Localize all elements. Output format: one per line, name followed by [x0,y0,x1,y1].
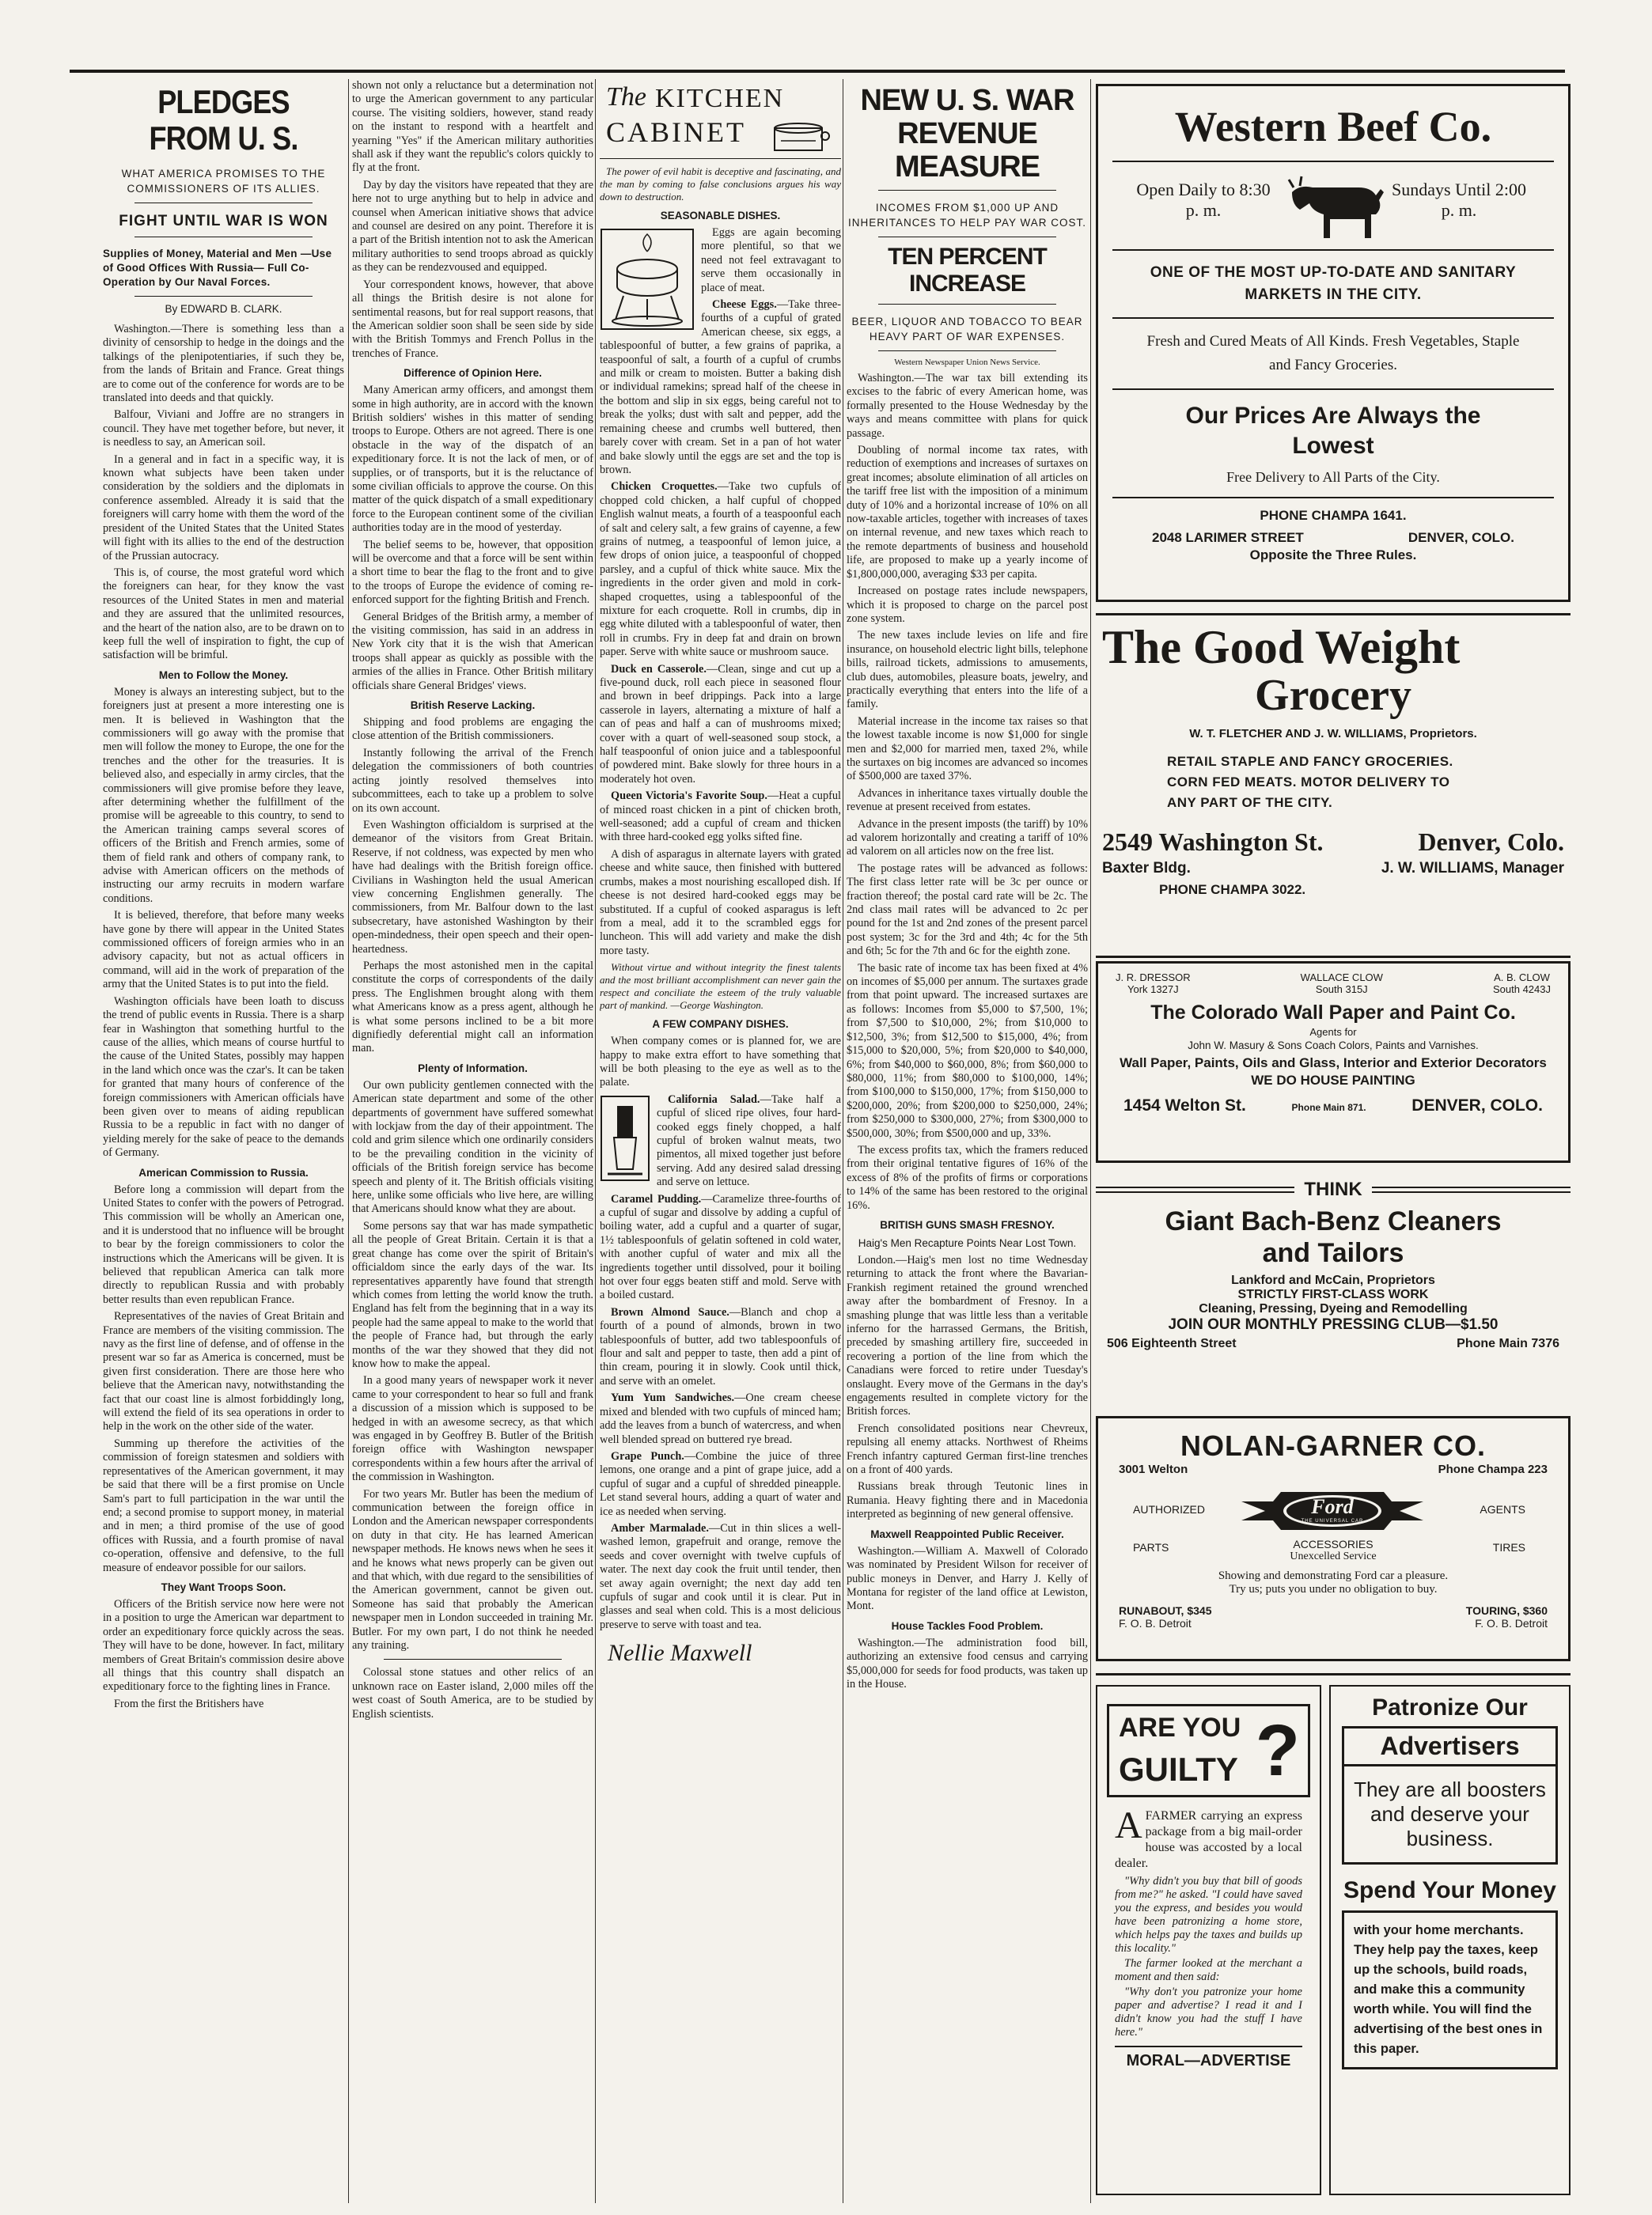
paragraph: Before long a commission will depart from the United States to confer with the powers of Petrograd. This commission will be wholly an American one, and it is understood that no influence will be brought to bear by the foreign commissioners to color the instructions which the Americans will be given. It is believed that republican America can talk more directly to republican Russia and with probably better results than even republican France. [103,1183,344,1306]
recipe-text: —Combine the juice of three lemons, one orange and a pint of grape juice, add a cupful of sugar and a cupful of shredded pineapple. Let stand several hours, adding a quart of water and ice as needed when serving. [600,1449,841,1518]
paragraph: Your correspondent knows, however, that above all things the British desire is not alone for sentimental reasons, but for real support reasons, that the American soldier soon shall be seen side by side with the British Tommys and French Pollus in the trenches of France. [352,278,593,360]
article-war-revenue [847,79,1088,1694]
ad-tagline: ONE OF THE MOST UP-TO-DATE AND SANITARY MARKETS IN THE CITY. [1150,264,1517,303]
ad-street: 506 Eighteenth Street [1107,1337,1237,1350]
ad-title: Advertisers [1344,1728,1555,1766]
deck: BEER, LIQUOR AND TOBACCO TO BEAR HEAVY PART OF WAR EXPENSES. [851,316,1083,343]
ad-city: DENVER, COLO. [1408,530,1514,545]
ad-services: Wall Paper, Paints, Oils and Glass, Interior and Exterior Decorators [1120,1055,1547,1070]
column-rule [348,79,349,2203]
cabinet-illustration-icon [770,117,833,153]
ad-proprietors: W. T. FLETCHER AND J. W. WILLIAMS, Proprietors. [1189,727,1477,740]
ad-phone: PHONE CHAMPA 1641. [1260,508,1407,523]
paragraph: It is believed, therefore, that before many weeks have gone by there will appear in the United States commissioned officers of foreign armies who in an advisory capacity, but not as actual officers in command, will aid in the work of preparation of the army that the United States is to put into the field. [103,909,344,991]
paragraph: A dish of asparagus in alternate layers with grated cheese and white sauce, then finished with buttered crumbs, makes a most nourishing escalloped dish. If cheese is not desired hard-cooked eggs may be substituted. If a cupful of cooked asparagus is left from a meal, add it to the scrambled eggs for luncheon. This will add variety and make the dish more tasty. [600,847,841,957]
deck: WHAT AMERICA PROMISES TO THE COMMISSIONERS OF ITS ALLIES. [121,168,326,195]
ad-good-weight-grocery [1096,613,1571,958]
recipe-text: —One cream cheese mixed and blended with two cupfuls of minced ham; add the leaves from a bunch of watercress, and when well blended spread on buttered rye bread. [600,1391,841,1446]
ad-title: and Tailors [1262,1238,1404,1268]
paragraph: Representatives of the navies of Great Britain and France are members of the visiting commission. The navy as the first line of defense, and of offense in the present war so far as America is concerned, must be given first consideration. There are those here who believe that the American navy, notwithstanding the fact that our coast line is almost forbiddingly long, will extend the field of its sea operations in order to help in the work on the other side of the water. [103,1310,344,1433]
price-runabout-fob: F. O. B. Detroit [1119,1617,1192,1630]
masthead-kitchen: KITCHEN [655,84,785,113]
wire-service: Western Newspaper Union News Service. [894,358,1040,367]
recipe-title: Chicken Croquettes. [611,480,718,494]
ad-line: CORN FED MEATS. MOTOR DELIVERY TO [1167,774,1450,789]
label-tires: TIRES [1492,1541,1525,1554]
ad-address: 2549 Washington St. [1102,827,1324,856]
ad-city: Denver, Colo. [1418,827,1564,856]
subheading: American Commission to Russia. [138,1166,309,1179]
ad-giant-bach-benz [1096,1179,1571,1384]
paragraph: Doubling of normal income tax rates, with reduction of exemptions and increases of surtaxes on great incomes; absolute elimination of all articles on the tariff free list with the imposition of a minimum duty of 10% and a horizontal increase of 10% on all now-taxable articles, together with increases of taxes on internal revenue, and new taxes which reach to the remote departments of business and household life, are proposed to make up a yearly income of $1,800,000,000, averaging $33 per capita. [847,444,1088,581]
partner-phone: South 4243J [1492,983,1551,995]
label-parts: PARTS [1133,1541,1169,1554]
paragraph: Many American army officers, and amongst them some in high authority, are in accord with the known British soldiers' wishes in this matter of sending troops to Europe. Others are not agreed. There is one obstacle in the way of the dispatch of an expeditionary force. It is not the lack of men, or of supplies, or of transports, but it is the reluctance of some civilian officials to approve the course. On this matter of the quick dispatch of a small expeditionary force to the European continent some of the civilian authorities today are in the mood of yesterday. [352,384,593,535]
deck: FIGHT UNTIL WAR IS WON [119,213,328,229]
partner-phone: South 315J [1315,983,1368,995]
question-mark: ? [1255,1710,1300,1791]
recipe-title: Caramel Pudding. [611,1192,702,1206]
paragraph: Washington officials have been loath to discuss the trend of public events in Russia. There is a sharp fear in Washington that something hurtful to the cause of the allies, which means of course hurtful to the cause of the United States, possibly may happen in the land which once was the czar's. It can be taken for granted that many hours of conference of the foreign commissioners with American officials have been given over to means of aiding republican Russia to be a republic in fact with no danger of yielding merely for the sake of peace to the demands of Germany. [103,994,344,1160]
ad-phone: Phone Champa 223 [1438,1463,1548,1476]
price-touring-fob: F. O. B. Detroit [1475,1617,1548,1630]
paragraph: Shipping and food problems are engaging the close attention of the British commissioners. [352,716,593,743]
ad-agents-detail: John W. Masury & Sons Coach Colors, Paints and Varnishes. [1188,1039,1479,1051]
ad-city: DENVER, COLO. [1411,1096,1543,1115]
hours-sunday: Sundays Until 2:00 [1392,180,1526,199]
paragraph: Increased on postage rates include newspapers, which it is proposed to charge on the parcel post zone system. [847,585,1088,625]
recipe-text: —Cut in thin slices a well-washed lemon, grapefruit and orange, remove the seeds and cover overnight with twelve cupfuls of water. The next day cook the fruit until tender, then set away again overnight; the next day add ten cupfuls of sugar and cook until it is clear. Put in glasses and seal when cold. This is a most delicious preserve to serve with toast and tea. [600,1521,841,1631]
deck: INCOMES FROM $1,000 UP AND INHERITANCES TO HELP PAY WAR COST. [847,202,1087,229]
partner-name: A. B. CLOW [1494,971,1550,983]
ad-street: 3001 Welton [1119,1463,1188,1476]
ad-headline: ARE YOU [1119,1713,1241,1743]
subheading: Men to Follow the Money. [158,668,289,681]
ad-patronize-advertisers [1329,1685,1571,2195]
divider [878,190,1056,191]
section-heading: SEASONABLE DISHES. [660,210,781,222]
paragraph: Material increase in the income tax raises so that the lowest taxable income is now $1,000 for single men and $2,000 for married men, taxed 2%, while the surtaxes on big incomes are advanced so incomes of $500,000 are taxed 37%. [847,714,1088,783]
paragraph: French consolidated positions near Chevreux, repulsing all enemy attacks. Northwest of Rheims French infantry captured German first-line trenches on a front of 400 yards. [847,1422,1088,1477]
hours-sunday-suffix: p. m. [1441,200,1477,220]
deck: Supplies of Money, Material and Men —Use of Good Offices With Russia— Full Co-Operation by Our Naval Forces. [103,248,332,288]
paragraph: When company comes or is planned for, we are happy to make extra effort to have something that will be both pleasing to the eye as well as to the palate. [600,1035,841,1089]
top-rule [70,70,1565,73]
masthead-cabinet: CABINET [606,116,746,148]
subheading: They Want Troops Soon. [161,1581,286,1593]
recipe-title: Yum Yum Sandwiches. [611,1391,735,1405]
ad-kicker: THINK [1304,1179,1362,1200]
ford-logo-text: Ford [1311,1495,1354,1518]
section-subheading: Haig's Men Recapture Points Near Lost Town. [858,1236,1077,1249]
headline: NEW U. S. WAR REVENUE MEASURE [860,84,1074,184]
paragraph: Even Washington officialdom is surprised at the demeanor of the visitors from Great Britain. Reserve, if not coldness, was expected by men who have had dealings with the British foreign office. Civilians in Washington held the usual American view concerning Englishmen generally. The commissioners, from Mr. Balfour down to the last subsecretary, have astonished Washington by their open-mindedness, their open speech and their open-heartedness. [352,818,593,956]
moral: MORAL—ADVERTISE [1126,2052,1291,2069]
recipe-text: —Take two cupfuls of chopped cold chicken, a half cupful of chopped English walnut meats, a fourth of a teaspoonful each of salt and celery salt, a few grains of cayenne, a few grains of nutmeg, a teaspoonful of lemon juice, a few drops of onion juice, a teaspoonful of chopped parsley, and a cupful of thick white sauce. Mix the ingredients in the order given and mold in cork-shaped croquettes, using a tablespoonful of the mixture for each croquette. Roll in crumbs, dip in egg white diluted with a tablespoonful of water, then roll in crumbs. Fry in deep fat and drain on brown paper. Serve with white sauce or mushroom sauce. [600,480,841,659]
signature: Nellie Maxwell [608,1640,752,1667]
divider [384,1659,562,1660]
label-agents: AGENTS [1480,1503,1525,1516]
ford-logo-subtitle: THE UNIVERSAL CAR [1301,1519,1364,1524]
story-text: "Why don't you patronize your home paper and advertise? I read it and I didn't know you had the stuff I have here." [1115,1986,1302,2039]
paragraph: Perhaps the most astonished men in the capital constitute the corps of correspondents of the daily press. The Englishmen brought along with them what Americans know as a press agent, although he is what some persons inclined to be a bit more dignifiedly deferential might call an information man. [352,959,593,1055]
ad-building: Baxter Bldg. [1102,860,1191,877]
ad-agents: Agents for [1309,1026,1357,1038]
paragraph: Russians break through Teutonic lines in Rumania. Heavy fighting there and in Macedonia interpreted as beginning of new general offensive. [847,1480,1088,1521]
paragraph: Washington.—The administration food bill, authorizing an extensive food census and carrying $5,000,000 for seeds for food products, was taken up in the House. [847,1636,1088,1691]
partner-name: WALLACE CLOW [1300,971,1383,983]
ad-try: Try us; puts you under no obligation to buy. [1229,1583,1438,1596]
paragraph: Advance in the present imposts (the tariff) by 10% ad valorem horizontally and creating a tariff of 10% ad valorem on all articles now on the free list. [847,817,1088,858]
ad-title: NOLAN-GARNER CO. [1180,1429,1486,1462]
partner-phone: York 1327J [1127,983,1179,995]
label-authorized: AUTHORIZED [1133,1503,1205,1516]
ad-manager: J. W. WILLIAMS, Manager [1381,860,1564,877]
ad-street: 2048 LARIMER STREET [1152,530,1304,545]
recipe-title: Cheese Eggs. [712,298,777,312]
recipe-text: —Clean, singe and cut up a five-pound duck, roll each piece in seasoned flour and brown in beef drippings. Pack into a large casserole in layers, alternating a mixture of half a can of peas and half a can of mushrooms mixed; cover with a quart of well-seasoned soup stock, a half teaspoonful of onion juice and a tablespoonful of powdered mint. Bake slowly for three hours in a moderately hot oven. [600,662,841,786]
drop-cap: A [1115,1804,1142,1846]
column-rule [1090,79,1091,2203]
price-touring: TOURING, $360 [1465,1604,1548,1617]
ad-services: Cleaning, Pressing, Dyeing and Remodelling [1199,1302,1468,1316]
paragraph: Washington.—William A. Maxwell of Colorado was nominated by President Wilson for receiver of public moneys in Denver, and Harry J. Kelly of Montana for register of the land office at Lewiston, Mont. [847,1544,1088,1613]
paragraph: Advances in inheritance taxes virtually double the revenue at present received from estates. [847,786,1088,814]
section-heading: A FEW COMPANY DISHES. [652,1018,789,1031]
hours-weekday: Open Daily to 8:30 [1136,180,1271,199]
ad-line: RETAIL STAPLE AND FANCY GROCERIES. [1167,754,1453,769]
paragraph: In a general and in fact in a specific way, it is known what subjects have been taken under consideration by the soldiers and the diplomats in conference assembled. Already it is said that the foreigners will carry home with them the word of the president of the United States that the United States will fight with its allies to the end of the destruction of the Prussian autocracy. [103,452,344,562]
ad-title: The Good Weight [1102,621,1461,673]
paragraph: In a good many years of newspaper work it never came to your correspondent to hear so full and frank a discussion of a mission which is supposed to be hedged in with an awesome secrecy, as that which was engaged in by Geoffrey B. Butler of the British foreign office with Washington newspaper correspondents within a few hours after the arrival of the commission in Washington. [352,1374,593,1484]
ad-colorado-wall-paper [1096,961,1571,1163]
ad-demo: Showing and demonstrating Ford car a pleasure. [1218,1569,1449,1582]
paragraph: The basic rate of income tax has been fixed at 4% on incomes of $5,000 per annum. The surtaxes grade from that point upward. The increased surtaxes are as follows: Incomes from $5,000 to $7,500, 1%; from $7,500 to $10,000, 2%; from $10,000 to $12,500, 3%; from $12,500 to $15,000, 4%; from $15,000 to $20,000, 5%; from $20,000 to $40,000, 6%; from $40,000 to $60,000, 8%; from $60,000 to $80,000, 11%; from $80,000 to $100,000, 14%; from $100,000 to $150,000, 17%; from $150,000 to $200,000, 20%; from $200,000 to $250,000, 24%; from $250,000 to $300,000, 27%; from $300,000 to $500,000, 30%; from $500,000 and up, 33%. [847,961,1088,1140]
divider [1112,317,1554,319]
ad-street: 1454 Welton St. [1123,1096,1246,1115]
recipe-title: Grape Punch. [611,1449,684,1463]
paragraph: Some persons say that war has made sympathetic all the people of Great Britain. Certain it is that a great change has come over the spirit of Britain's officialdom since the early days of the war. Its representatives apparently have found that strength which comes from letting the world know the truth. England has felt from the beginning that in a way its people had the same appeal to make to the world that the people of France had, but through the early months of the war they showed that they did not know how to make the appeal. [352,1219,593,1370]
divider [135,296,313,297]
paragraph: From the first the Britishers have [114,1697,264,1710]
paragraph: The excess profits tax, which the framers reduced from their original tentative figures of 16% of the excess of 8% of the profits of firms or corporations to 14% of the same has been restored to the original 16%. [847,1143,1088,1212]
ad-products: Fresh and Cured Meats of All Kinds. Fresh Vegetables, Staple and Fancy Groceries. [1146,333,1520,373]
masthead [600,79,841,159]
masthead-the: The [606,82,646,112]
recipe-text: —Caramelize three-fourths of a cupful of sugar and dissolve by adding a cupful of boiling water, add a cupful and a quarter of sugar, 1½ tablespoonfuls of gelatin softened in cold water, with another cupful of water and mix all the ingredients together until dissolved, pour it boiling hot over four eggs beaten stiff and mold. Serve with a boiled custard. [600,1192,841,1302]
chafing-dish-illustration-icon [600,228,695,331]
deck-headline: TEN PERCENT INCREASE [888,244,1047,297]
subheading: Plenty of Information. [418,1062,528,1074]
ad-phone: Phone Main 7376 [1457,1337,1559,1350]
subheading: British Reserve Lacking. [410,699,536,712]
recipe-title: Duck en Casserole. [611,662,707,676]
ad-body: with your home merchants. They help pay the taxes, keep up the schools, build roads, and make this a community worth while. You will find the advertising of the best ones in this paper. [1354,1923,1543,2056]
subheading: Difference of Opinion Here. [404,367,542,380]
headline: PLEDGES FROM U. S. [149,83,298,157]
ad-headline: GUILTY [1119,1751,1238,1788]
paragraph: Instantly following the arrival of the French delegation the commissioners of both countries acting jointly resolved themselves into subcommittees, each to take up a problem to solve on its own account. [352,746,593,815]
byline: By EDWARD B. CLARK. [165,303,282,315]
divider [1096,1673,1571,1675]
story-text: "Why didn't you buy that bill of goods from me?" he asked. "I could have saved you the express, and besides you would have been patronizing a home store, which helps pay the taxes and builds up this locality." [1115,1875,1302,1955]
ad-line: ANY PART OF THE CITY. [1167,795,1333,810]
story-text: FARMER carrying an express package from a big mail-order house was accosted by a local dealer. [1115,1809,1302,1870]
paragraph: Our own publicity gentlemen connected with the American state department and some of the other departments of government have suffered somewhat with lockjaw from the day of their appointment. The cold and grim silence which one ordinarily considers to be the prevailing condition in the vicinity of officials of the British foreign service has become speech and plenty of it. The British officials visiting here, unlike some officials who live here, are willing that Americans should know what they are about. [352,1078,593,1216]
column-rule [595,79,596,2203]
paragraph: Summing up therefore the activities of the commission of foreign statesmen and soldiers with representatives of the American government, it may be said that there will be a first promise on Uncle Sam's part to full participation in the war until the end; a second promise to support money, in material and in men; a third promise of the use of good offices with Russia, and a fourth promise of naval co-operation, offensive and defensive, to the full measure of endeavor possible for our sailors. [103,1437,344,1574]
paragraph: The new taxes include levies on life and fire insurance, on household electric light bills, telephone bills, railroad tickets, admissions to amusements, club dues, automobiles, pleasure boats, jewelry, and practically everything that enters into the life of a family. [847,629,1088,711]
divider [1112,497,1554,498]
paragraph: Eggs are again becoming more plentiful, so that we need not feel extravagant to serve them occasionally in place of meat. [701,226,841,294]
section-heading: House Tackles Food Problem. [891,1619,1044,1632]
ad-body: They are all boosters and deserve your business. [1354,1778,1546,1850]
article-pledges-from-us [103,79,344,1714]
ad-landmark: Opposite the Three Rules. [1249,547,1417,562]
ad-nolan-garner [1096,1416,1571,1661]
ad-title: Spend Your Money [1343,1877,1556,1903]
paragraph: London.—Haig's men lost no time Wednesday returning to attack the front where the Bavarian-Frankish regiment retained the ground wrenched away after the bombardment of Fresnoy. In a smashing plunge that was little less than a veritable inferno for the harrassed Germans, the British, preceded by smashing artillery fire, succeeded in recovering a portion of the line from which the Canadians were forced to retire under Tuesday's onslaught. Every move of the Germans in the day's engagements resulted in complete victory for the British forces. [847,1253,1088,1418]
paragraph: Washington.—There is something less than a divinity of censorship to hedge in the doings and the talkings of the plenipotentiaries, if such they be, from the lands of Britain and France. Great things are to come out of the conference for words are to be translated into deeds and that quickly. [103,323,344,405]
ad-services: WE DO HOUSE PAINTING [1251,1073,1415,1088]
recipe-title: California Salad. [668,1092,760,1106]
ad-phone: Phone Main 871. [1291,1102,1366,1113]
partner-name: J. R. DRESSOR [1116,971,1191,983]
ad-phone: PHONE CHAMPA 3022. [1159,882,1306,897]
ad-title: Giant Bach-Benz Cleaners [1165,1206,1502,1236]
paragraph: Washington.—The war tax bill extending its excises to the fabric of every American home, was formally presented to the House Wednesday by the ways and means committee with plans for quick passage. [847,372,1088,440]
ad-title: Western Beef Co. [1174,103,1492,150]
recipe-title: Amber Marmalade. [611,1521,709,1535]
epigraph: The power of evil habit is deceptive and fascinating, and the man by coming to false conclusions argues his way down to destruction. [600,165,841,203]
paragraph: For two years Mr. Butler has been the medium of communication between the foreign office in London and the American newspaper correspondents on duty in that city. He has learned American newspaper methods. He knows news when he sees it and he knows what news properly can be given out and that which, with due regard to the sensibilities of the American government, cannot be given out. Someone has said that probably the American newspaper men in London succeeded in training Mr. Butler. For my own part, I do not think he needed any training. [352,1487,593,1653]
paragraph: Money is always an interesting subject, but to the foreigners just at present a more interesting one is men. It is believed in Washington that the commissioners will go away with the promise that men will follow the money to Europe, the one for the trenches and the other for the treasuries. It is believed also, and especially in army circles, that the commissioners will give promise before they leave, after determining whether the fulfillment of the promise will be agreeable to this country, to send to the American training camps several scores of officers of the British and French armies, some of them of field rank and others of company rank, to advise with American officers on the methods of instructing our army recruits in modern warfare conditions. [103,685,344,905]
epigraph: Without virtue and without integrity the finest talents and the most brilliant accomplishment can never gain the respect and conciliate the esteem of the truly valuable part of mankind. —George Washington. [600,961,841,1012]
ad-title: Patronize Our [1372,1694,1528,1721]
ad-delivery: Free Delivery to All Parts of the City. [1226,469,1440,485]
cow-icon [1283,168,1385,243]
paragraph: Colossal stone statues and other relics of an unknown race on Easter island, 2,000 miles off the west coast of South America, are to be studied by English scientists. [352,1666,593,1721]
ad-accessories: ACCESSORIES [1293,1538,1374,1550]
recipe-text: —Heat a cupful of minced roast chicken in a pint of chicken broth, well-seasoned; add a cupful of cream and thicken with three hard-cooked egg yolks sifted fine. [600,789,841,844]
paragraph: This is, of course, the most grateful word which the foreigners can hear, for they know the vast resources of the United States in men and material and they are assured that the unlimited resources, and the heart of the nation also, are to be drawn on to keep full the well of inspiration to fight, the cup of satisfaction will be brimful. [103,566,344,662]
price-runabout: RUNABOUT, $345 [1119,1604,1212,1617]
ad-title: Grocery [1255,671,1411,720]
recipe-text: —Take half a cupful of sliced ripe olives, four hard-cooked eggs finely chopped, a half cupful of broken walnut meats, two pimentos, all mixed together just before serving. Add any desired salad dressing and serve on lettuce. [657,1092,841,1189]
ad-are-you-guilty [1096,1685,1321,2195]
kitchen-cabinet [600,79,841,1667]
paragraph: shown not only a reluctance but a determination not to urge the American government to any particular course. The visiting soldiers, however, stand ready on the instant to respond with a heartfelt and yearning "Yes" if the American military authorities shall ask if they want the republic's colors quickly to fly at the front. [352,79,593,175]
paragraph: The postage rates will be advanced as follows: The first class letter rate will be 3c per ounce or fraction thereof; the postal card rate will be 2c. The 2nd class mail rates will be advanced to 2c per pound for the 1st and 2nd zones of the present parcel post system; 3c for the 3rd and 4th; 4c for the 5th and 6th; 5c for the 7th and 6c for the eighth zone. [847,861,1088,958]
divider [1112,388,1554,390]
section-heading: BRITISH GUNS SMASH FRESNOY. [880,1218,1055,1231]
divider [878,350,1056,351]
divider [878,304,1056,305]
recipe-title: Queen Victoria's Favorite Soup. [611,789,767,803]
paragraph: General Bridges of the British army, a member of the visiting commission, has said in an address in New York city that it is the wish that American troops shall appear as quickly as possible with the armies of the allies in France. Other British military officials share General Bridges' views. [352,610,593,692]
paragraph: Balfour, Viviani and Joffre are no strangers in council. They have met together before, but never, it is needless to say, an American soil. [103,408,344,449]
ford-logo [1241,1490,1423,1533]
ad-proprietors: Lankford and McCain, Proprietors [1231,1274,1435,1287]
story-text: The farmer looked at the merchant a moment and then said: [1115,1957,1302,1983]
recipe-text: —Take three-fourths of a cupful of grated American cheese, six eggs, a tablespoonful of butter, a few grains of paprika, a teaspoonful of salt, a fourth of a cupful of crumbs and milk or cream to moisten. Butter a baking dish or individual ramekins; spread half of the cheese in the bottom and slip in six eggs, being careful not to break the yolks; dust with salt and pepper, add the remaining cheese and crumbs well buttered, then barely cover with cream. Set in a pan of hot water and bake slowly until the eggs are set and the top is brown. [600,298,841,476]
paragraph: Day by day the visitors have repeated that they are here not to urge anything but to help in advice and counsel when American initiative shows that advice and counsel are desired on any point. Therefore it is a part of the British intention not to ask the American military authorities to send troops abroad as quickly as they can be rendezvoused and equipped. [352,178,593,275]
ad-club: JOIN OUR MONTHLY PRESSING CLUB—$1.50 [1168,1316,1499,1333]
ad-service: Unexcelled Service [1290,1550,1377,1562]
ad-title: The Colorado Wall Paper and Paint Co. [1150,1001,1516,1024]
ad-quality: STRICTLY FIRST-CLASS WORK [1237,1288,1429,1301]
paragraph: The belief seems to be, however, that opposition will be overcome and that a force will be sent within a short time to bear the flag to the front and to give to the troops of Europe the evidence of coming re-enforced support for the fighting British and French. [352,538,593,607]
section-heading: Maxwell Reappointed Public Receiver. [870,1528,1064,1540]
article-pledges-continued [352,79,593,1725]
lamp-illustration-icon [600,1095,650,1182]
paragraph: Officers of the British service now here were not in a position to urge the American war department to order an expeditionary force quickly across the seas. They will have to be done, however. In fact, military members of Great Britain's commission desire above all things that this country shall dispatch an expeditionary force to the fighting lines in France. [103,1597,344,1694]
ad-western-beef [1096,84,1571,602]
hours-weekday-suffix: p. m. [1185,200,1222,220]
ad-prices: Our Prices Are Always the Lowest [1185,403,1481,459]
recipe-text: —Blanch and chop a fourth of a pound of almonds, brown in two tablespoonfuls of butter, add two tablespoonfuls of flour and salt and pepper to taste, then add a pint of thin cream, pouring it in slowly. Cook until thick, and serve with an omelet. [600,1305,841,1388]
recipe-title: Brown Almond Sauce. [611,1305,729,1319]
